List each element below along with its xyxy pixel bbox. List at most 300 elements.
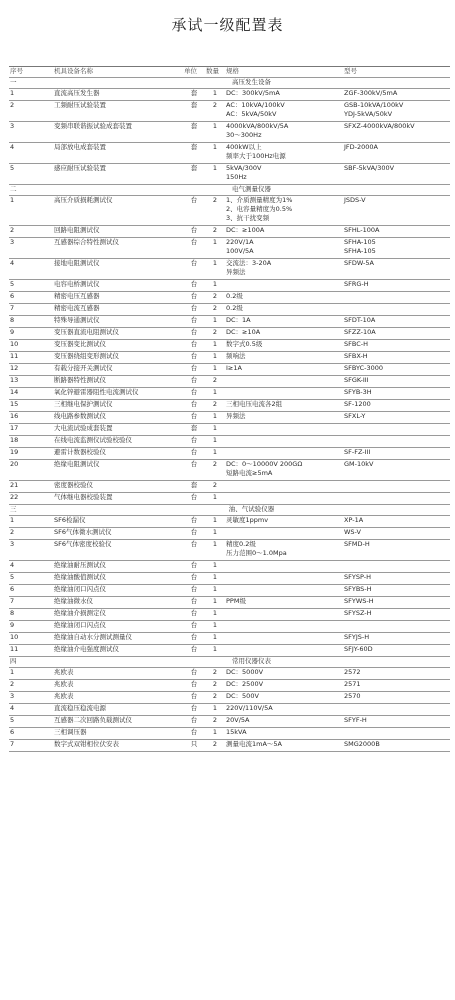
- unit: 台: [183, 448, 205, 460]
- quantity: 1: [205, 585, 225, 597]
- unit: 台: [183, 692, 205, 704]
- table-row: [9, 460, 450, 481]
- unit: 台: [183, 292, 205, 304]
- section-row: [9, 185, 450, 196]
- model-line: SF-FZ-III: [344, 448, 371, 456]
- unit: 台: [183, 352, 205, 364]
- model: [343, 597, 450, 609]
- equipment-name: 气体继电器校验装置: [53, 493, 183, 505]
- table-row: [9, 292, 450, 304]
- spec-line: 3、抗干扰变频: [226, 214, 270, 222]
- row-number: 3: [9, 540, 53, 561]
- model: [343, 364, 450, 376]
- table-row: [9, 448, 450, 460]
- model: [343, 728, 450, 740]
- specification: [225, 238, 343, 259]
- row-number: 22: [9, 493, 53, 505]
- equipment-name: 绝缘油介电强度测试仪: [53, 645, 183, 657]
- equipment-name: 兆欧表: [53, 692, 183, 704]
- equipment-name: 绝缘油酸值测试仪: [53, 573, 183, 585]
- table-row: [9, 143, 450, 164]
- row-number: 7: [9, 597, 53, 609]
- row-number: 9: [9, 621, 53, 633]
- specification: [225, 328, 343, 340]
- quantity: 2: [205, 668, 225, 680]
- specification: [225, 597, 343, 609]
- specification: [225, 316, 343, 328]
- model: [343, 668, 450, 680]
- row-number: 10: [9, 340, 53, 352]
- row-number: 2: [9, 680, 53, 692]
- equipment-name: 变频串联谐振试验成套装置: [53, 122, 183, 143]
- model: [343, 259, 450, 280]
- model: [343, 516, 450, 528]
- row-number: 1: [9, 196, 53, 226]
- page-title: 承试一级配置表: [171, 16, 284, 34]
- equipment-name: 感应耐压试验装置: [53, 164, 183, 185]
- table-row: [9, 328, 450, 340]
- unit: 台: [183, 364, 205, 376]
- unit: 台: [183, 493, 205, 505]
- unit: 台: [183, 304, 205, 316]
- table-row: [9, 692, 450, 704]
- model: [343, 340, 450, 352]
- table-row: [9, 238, 450, 259]
- table-row: [9, 226, 450, 238]
- model-line: 2570: [344, 692, 361, 700]
- unit: 套: [183, 424, 205, 436]
- unit: 台: [183, 716, 205, 728]
- unit: 台: [183, 561, 205, 573]
- spec-line: DC：5000V: [226, 668, 264, 676]
- model: [343, 328, 450, 340]
- table-row: [9, 101, 450, 122]
- model-line: SFBX-H: [344, 352, 368, 360]
- equipment-name: 三相继电保护测试仪: [53, 400, 183, 412]
- equipment-name: 有载分接开关测试仪: [53, 364, 183, 376]
- specification: [225, 460, 343, 481]
- row-number: 5: [9, 573, 53, 585]
- section-title: 电气测量仪器: [53, 185, 450, 196]
- section-number: 一: [9, 78, 53, 89]
- equipment-name: 氧化锌避雷器阻性电流测试仪: [53, 388, 183, 400]
- model: [343, 460, 450, 481]
- model-line: SFBC-H: [344, 340, 368, 348]
- equipment-name: 工频耐压试验装置: [53, 101, 183, 122]
- equipment-name: 接地电阻测试仪: [53, 259, 183, 280]
- table-row: [9, 316, 450, 328]
- equipment-name: 绝缘电阻测试仪: [53, 460, 183, 481]
- model-line: JFD-2000A: [344, 143, 378, 151]
- table-row: [9, 424, 450, 436]
- model: [343, 704, 450, 716]
- specification: [225, 226, 343, 238]
- row-number: 6: [9, 585, 53, 597]
- model-line: 2571: [344, 680, 361, 688]
- model: [343, 424, 450, 436]
- row-number: 11: [9, 645, 53, 657]
- equipment-name: 互感器二次回路负载测试仪: [53, 716, 183, 728]
- table-row: [9, 89, 450, 101]
- equipment-name: SF6检漏仪: [53, 516, 183, 528]
- model: [343, 89, 450, 101]
- header-qty: 数量: [205, 67, 225, 78]
- quantity: 1: [205, 609, 225, 621]
- quantity: 1: [205, 89, 225, 101]
- model: [343, 316, 450, 328]
- table-row: [9, 493, 450, 505]
- specification: [225, 259, 343, 280]
- unit: 台: [183, 645, 205, 657]
- section-number: 四: [9, 657, 53, 668]
- model-line: SFYSZ-H: [344, 609, 372, 617]
- quantity: 1: [205, 424, 225, 436]
- unit: 台: [183, 238, 205, 259]
- row-number: 11: [9, 352, 53, 364]
- table-row: [9, 481, 450, 493]
- table-row: [9, 364, 450, 376]
- equipment-name: 线电路参数测试仪: [53, 412, 183, 424]
- model: [343, 716, 450, 728]
- equipment-name: 变压器直流电阻测试仪: [53, 328, 183, 340]
- spec-line: 400kW以上: [226, 143, 262, 151]
- quantity: 1: [205, 122, 225, 143]
- model-line: SFYSP-H: [344, 573, 371, 581]
- unit: 台: [183, 668, 205, 680]
- table-row: [9, 740, 450, 752]
- section-row: [9, 505, 450, 516]
- equipment-name: 变压器变比测试仪: [53, 340, 183, 352]
- spec-line: 150Hz: [226, 173, 247, 181]
- model-line: GSB-10kVA/100kV: [344, 101, 404, 109]
- quantity: 1: [205, 573, 225, 585]
- unit: 台: [183, 597, 205, 609]
- spec-line: 灵敏度1ppmv: [226, 516, 269, 524]
- quantity: 1: [205, 436, 225, 448]
- row-number: 7: [9, 304, 53, 316]
- row-number: 8: [9, 609, 53, 621]
- table-row: [9, 633, 450, 645]
- specification: [225, 304, 343, 316]
- equipment-name: 回路电阻测试仪: [53, 226, 183, 238]
- table-row: [9, 388, 450, 400]
- table-row: [9, 436, 450, 448]
- row-number: 13: [9, 376, 53, 388]
- quantity: 1: [205, 597, 225, 609]
- quantity: 1: [205, 493, 225, 505]
- unit: 台: [183, 400, 205, 412]
- unit: 台: [183, 609, 205, 621]
- quantity: 1: [205, 704, 225, 716]
- spec-line: 30～300Hz: [226, 131, 262, 139]
- spec-line: 压力范围0～1.0Mpa: [226, 549, 287, 557]
- model: [343, 621, 450, 633]
- specification: [225, 573, 343, 585]
- table-row: [9, 621, 450, 633]
- table-row: [9, 668, 450, 680]
- quantity: 2: [205, 376, 225, 388]
- quantity: 1: [205, 238, 225, 259]
- row-number: 8: [9, 316, 53, 328]
- equipment-name: 大电流试验成套装置: [53, 424, 183, 436]
- model: [343, 280, 450, 292]
- row-number: 18: [9, 436, 53, 448]
- model: [343, 143, 450, 164]
- quantity: 1: [205, 340, 225, 352]
- quantity: 1: [205, 540, 225, 561]
- quantity: 1: [205, 448, 225, 460]
- model-line: GM-10kV: [344, 460, 374, 468]
- table-row: [9, 164, 450, 185]
- model-line: SFGK-III: [344, 376, 369, 384]
- row-number: 1: [9, 668, 53, 680]
- row-number: 3: [9, 692, 53, 704]
- spec-line: 异频法: [226, 412, 246, 420]
- quantity: 2: [205, 740, 225, 752]
- model-line: SBF-5kVA/300V: [344, 164, 395, 172]
- unit: 台: [183, 340, 205, 352]
- model: [343, 352, 450, 364]
- model: [343, 448, 450, 460]
- spec-line: 测量电流1mA～5A: [226, 740, 282, 748]
- row-number: 6: [9, 728, 53, 740]
- equipment-name: 兆欧表: [53, 668, 183, 680]
- equipment-name: 兆欧表: [53, 680, 183, 692]
- equipment-name: 精密电流互感器: [53, 304, 183, 316]
- model: [343, 122, 450, 143]
- unit: 套: [183, 89, 205, 101]
- table-row: [9, 704, 450, 716]
- unit: 套: [183, 164, 205, 185]
- equipment-name: 断路器特性测试仪: [53, 376, 183, 388]
- equipment-name: 互感器综合特性测试仪: [53, 238, 183, 259]
- row-number: 4: [9, 259, 53, 280]
- spec-line: 220V/1A: [226, 238, 254, 246]
- spec-line: 100V/5A: [226, 247, 254, 255]
- quantity: 1: [205, 528, 225, 540]
- equipment-name: 直流高压发生器: [53, 89, 183, 101]
- equipment-name: 绝缘油闭口闪点仪: [53, 621, 183, 633]
- specification: [225, 412, 343, 424]
- specification: [225, 716, 343, 728]
- quantity: 2: [205, 460, 225, 481]
- model-line: SFHA-105: [344, 238, 376, 246]
- model-line: SFXZ-4000kVA/800kV: [344, 122, 415, 130]
- quantity: 2: [205, 196, 225, 226]
- table-row: [9, 376, 450, 388]
- quantity: 1: [205, 633, 225, 645]
- equipment-name: SF6气体微水测试仪: [53, 528, 183, 540]
- model-line: YDJ-5kVA/50kV: [344, 110, 393, 118]
- specification: [225, 448, 343, 460]
- section-number: 三: [9, 505, 53, 516]
- model: [343, 400, 450, 412]
- model: [343, 388, 450, 400]
- model: [343, 528, 450, 540]
- header-name: 机具设备名称: [53, 67, 183, 78]
- unit: 台: [183, 388, 205, 400]
- equipment-name: 绝缘油耐压测试仪: [53, 561, 183, 573]
- model: [343, 304, 450, 316]
- quantity: 1: [205, 364, 225, 376]
- quantity: 1: [205, 645, 225, 657]
- spec-line: 交流法：3-20A: [226, 259, 272, 267]
- spec-line: I≥1A: [226, 364, 242, 372]
- unit: 台: [183, 316, 205, 328]
- row-number: 10: [9, 633, 53, 645]
- spec-line: 1、介质测量精度为1%: [226, 196, 293, 204]
- specification: [225, 740, 343, 752]
- spec-line: AC：5kVA/50kV: [226, 110, 277, 118]
- quantity: 2: [205, 226, 225, 238]
- specification: [225, 728, 343, 740]
- unit: 台: [183, 328, 205, 340]
- model: [343, 680, 450, 692]
- quantity: 2: [205, 481, 225, 493]
- specification: [225, 164, 343, 185]
- spec-line: DC：500V: [226, 692, 259, 700]
- equipment-name: 三相调压器: [53, 728, 183, 740]
- table-header-row: [9, 67, 450, 78]
- unit: 台: [183, 585, 205, 597]
- unit: 台: [183, 573, 205, 585]
- unit: 台: [183, 196, 205, 226]
- section-title: 高压发生设备: [53, 78, 450, 89]
- model: [343, 101, 450, 122]
- specification: [225, 585, 343, 597]
- equipment-name: 数字式双钳相位伏安表: [53, 740, 183, 752]
- model: [343, 540, 450, 561]
- quantity: 2: [205, 292, 225, 304]
- specification: [225, 645, 343, 657]
- spec-line: 220V/110V/5A: [226, 704, 273, 712]
- specification: [225, 352, 343, 364]
- model-line: 2572: [344, 668, 361, 676]
- quantity: 2: [205, 328, 225, 340]
- model: [343, 164, 450, 185]
- model-line: SFBYC-3000: [344, 364, 384, 372]
- specification: [225, 692, 343, 704]
- spec-line: 短路电流≥5mA: [226, 469, 273, 477]
- unit: 台: [183, 376, 205, 388]
- model: [343, 292, 450, 304]
- unit: 只: [183, 740, 205, 752]
- specification: [225, 680, 343, 692]
- specification: [225, 101, 343, 122]
- model-line: SFJY-60D: [344, 645, 373, 653]
- row-number: 5: [9, 164, 53, 185]
- spec-line: 20V/5A: [226, 716, 250, 724]
- model: [343, 196, 450, 226]
- model: [343, 585, 450, 597]
- table-body: [9, 78, 450, 752]
- spec-line: AC：10kVA/100kV: [226, 101, 285, 109]
- header-unit: 单位: [183, 67, 205, 78]
- spec-line: 频响法: [226, 352, 246, 360]
- unit: 套: [183, 122, 205, 143]
- model: [343, 412, 450, 424]
- model: [343, 692, 450, 704]
- model: [343, 493, 450, 505]
- specification: [225, 493, 343, 505]
- model: [343, 226, 450, 238]
- row-number: 2: [9, 101, 53, 122]
- quantity: 1: [205, 143, 225, 164]
- model-line: SFYJS-H: [344, 633, 370, 641]
- specification: [225, 280, 343, 292]
- table-row: [9, 573, 450, 585]
- table-row: [9, 280, 450, 292]
- spec-line: DC：2500V: [226, 680, 264, 688]
- unit: 台: [183, 680, 205, 692]
- specification: [225, 436, 343, 448]
- row-number: 4: [9, 704, 53, 716]
- specification: [225, 704, 343, 716]
- model-line: SFYWS-H: [344, 597, 374, 605]
- spec-line: 0.2级: [226, 292, 243, 300]
- table-row: [9, 585, 450, 597]
- header-model: 型号: [343, 67, 450, 78]
- row-number: 5: [9, 280, 53, 292]
- specification: [225, 540, 343, 561]
- model-line: SFHA-105: [344, 247, 376, 255]
- specification: [225, 340, 343, 352]
- quantity: 1: [205, 412, 225, 424]
- equipment-name: 在线电流监测仪试验校验仪: [53, 436, 183, 448]
- equipment-name: 密度器校验仪: [53, 481, 183, 493]
- specification: [225, 481, 343, 493]
- model-line: XP-1A: [344, 516, 364, 524]
- table-row: [9, 259, 450, 280]
- table-row: [9, 609, 450, 621]
- row-number: 19: [9, 448, 53, 460]
- header-spec: 规格: [225, 67, 343, 78]
- table-row: [9, 716, 450, 728]
- quantity: 2: [205, 304, 225, 316]
- header-no: 序号: [9, 67, 53, 78]
- row-number: 2: [9, 226, 53, 238]
- table-row: [9, 122, 450, 143]
- row-number: 14: [9, 388, 53, 400]
- row-number: 6: [9, 292, 53, 304]
- specification: [225, 400, 343, 412]
- equipment-name: 局部放电成套装置: [53, 143, 183, 164]
- row-number: 3: [9, 238, 53, 259]
- spec-line: 0.2级: [226, 304, 243, 312]
- model-line: SFZZ-10A: [344, 328, 376, 336]
- model: [343, 633, 450, 645]
- table-row: [9, 340, 450, 352]
- model-line: SFYBS-H: [344, 585, 372, 593]
- row-number: 21: [9, 481, 53, 493]
- unit: 台: [183, 621, 205, 633]
- specification: [225, 561, 343, 573]
- row-number: 1: [9, 516, 53, 528]
- config-table: [9, 66, 450, 752]
- row-number: 2: [9, 528, 53, 540]
- section-title: 常用仪器仪表: [53, 657, 450, 668]
- table-row: [9, 597, 450, 609]
- spec-line: DC：0～10000V 200GΩ: [226, 460, 303, 468]
- row-number: 17: [9, 424, 53, 436]
- unit: 台: [183, 704, 205, 716]
- unit: 台: [183, 540, 205, 561]
- quantity: 1: [205, 352, 225, 364]
- model: [343, 740, 450, 752]
- equipment-name: SF6气体密度校验仪: [53, 540, 183, 561]
- section-title: 油、气试验仪器: [53, 505, 450, 516]
- spec-line: DC：1A: [226, 316, 251, 324]
